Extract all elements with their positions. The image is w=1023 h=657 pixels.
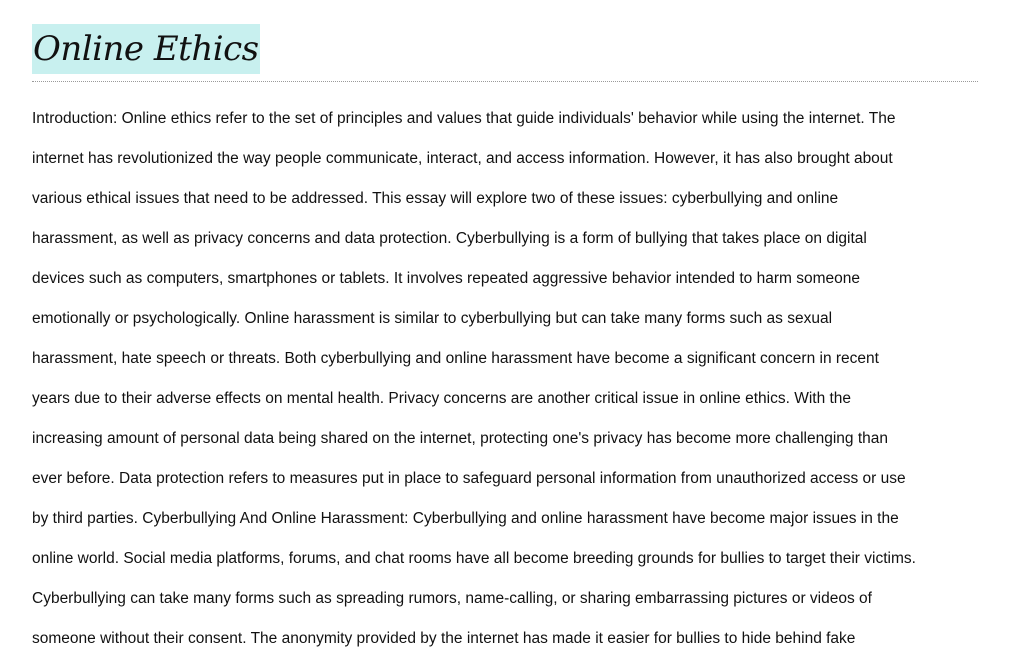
paragraph-line: Cyberbullying can take many forms such as spreading rumors, name-calling, or sharing embarrassing pictures or videos of [32,590,872,607]
paragraph-line: Introduction: Online ethics refer to the set of principles and values that guide individuals' behavior while using the internet. The [32,110,896,127]
paragraph-line: someone without their consent. The anonymity provided by the internet has made it easier for bullies to hide behind fake [32,630,856,647]
paragraph-line: devices such as computers, smartphones or tablets. It involves repeated aggressive behavior intended to harm someone [32,270,860,287]
paragraph-line: ever before. Data protection refers to measures put in place to safeguard personal information from unauthorized access or use [32,470,906,487]
paragraph-line: emotionally or psychologically. Online harassment is similar to cyberbullying but can take many forms such as sexual [32,310,833,327]
paragraph-line: harassment, hate speech or threats. Both cyberbullying and online harassment have become a significant concern in recent [32,350,879,367]
paragraph-line: online world. Social media platforms, forums, and chat rooms have all become breeding grounds for bullies to target their victims. [32,550,916,567]
paragraph-line: by third parties. Cyberbullying And Online Harassment: Cyberbullying and online harassment have become major issues in the [32,510,899,527]
paragraph-line: various ethical issues that need to be addressed. This essay will explore two of these issues: cyberbullying and online [32,190,839,207]
paragraph-line: increasing amount of personal data being shared on the internet, protecting one's privacy has become more challenging than [32,430,888,447]
title-highlight [32,24,260,74]
page-title: Online Ethics [33,29,259,69]
title-divider [32,81,978,82]
paragraph-line: harassment, as well as privacy concerns and data protection. Cyberbullying is a form of bullying that takes place on digital [32,230,867,247]
paragraph-line: internet has revolutionized the way people communicate, interact, and access information. However, it has also brought about [32,150,893,167]
paragraph-line: years due to their adverse effects on mental health. Privacy concerns are another critical issue in online ethics. With the [32,390,852,407]
essay-paragraph [32,104,992,657]
